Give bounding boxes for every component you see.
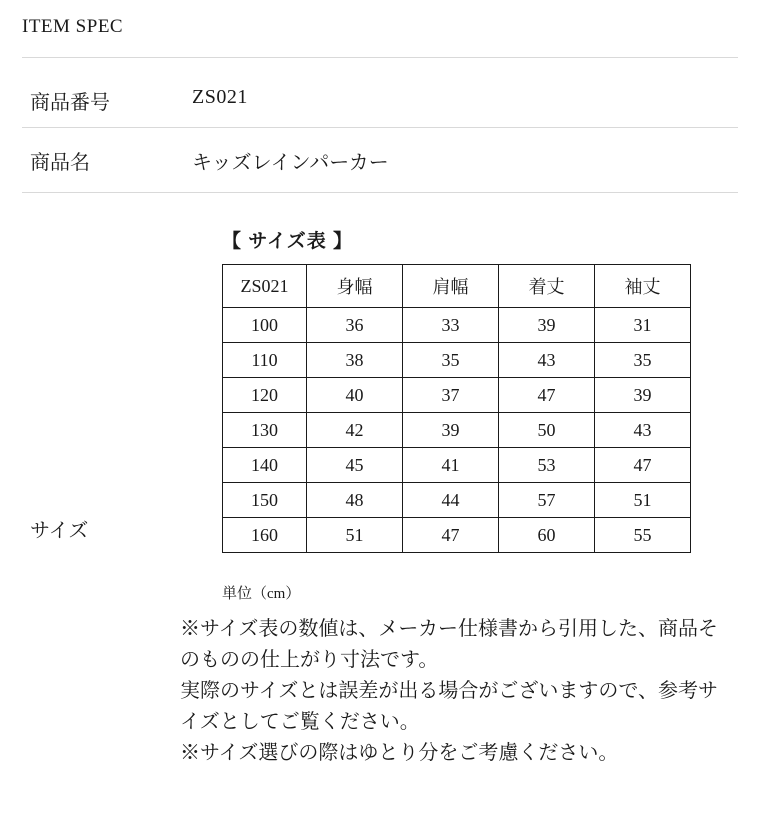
table-cell: 39 — [403, 413, 499, 448]
table-cell: 51 — [307, 518, 403, 553]
table-cell: 160 — [223, 518, 307, 553]
table-row — [223, 448, 691, 483]
table-cell: 140 — [223, 448, 307, 483]
table-cell: 45 — [307, 448, 403, 483]
divider-top — [22, 57, 738, 58]
table-cell: 38 — [307, 343, 403, 378]
table-header-cell: ZS021 — [223, 265, 307, 308]
product-name-label: 商品名 — [30, 152, 90, 174]
table-cell: 40 — [307, 378, 403, 413]
table-cell: 150 — [223, 483, 307, 518]
unit-note: 単位（cm） — [222, 586, 301, 602]
size-note-line: 実際のサイズとは誤差が出る場合がございますので、参考サイズとしてご覧ください。 — [180, 680, 718, 733]
size-note-line: ※サイズ表の数値は、メーカー仕様書から引用した、商品そのものの仕上がり寸法です。 — [180, 618, 718, 671]
divider-bottom — [22, 192, 738, 193]
page-title: ITEM SPEC — [22, 16, 124, 37]
product-code-value: ZS021 — [192, 86, 248, 108]
table-header-cell: 着丈 — [499, 265, 595, 308]
table-cell: 57 — [499, 483, 595, 518]
product-code-label: 商品番号 — [30, 92, 110, 114]
table-header-cell: 肩幅 — [403, 265, 499, 308]
table-cell: 120 — [223, 378, 307, 413]
table-cell: 39 — [595, 378, 691, 413]
table-header-cell: 身幅 — [307, 265, 403, 308]
table-row — [223, 413, 691, 448]
size-note-line: ※サイズ選びの際はゆとり分をご考慮ください。 — [180, 742, 619, 764]
table-cell: 36 — [307, 308, 403, 343]
table-cell: 47 — [499, 378, 595, 413]
table-cell: 31 — [595, 308, 691, 343]
table-cell: 39 — [499, 308, 595, 343]
table-cell: 60 — [499, 518, 595, 553]
table-cell: 55 — [595, 518, 691, 553]
table-cell: 48 — [307, 483, 403, 518]
table-cell: 43 — [499, 343, 595, 378]
table-cell: 47 — [595, 448, 691, 483]
table-cell: 33 — [403, 308, 499, 343]
size-table — [222, 264, 691, 553]
table-cell: 42 — [307, 413, 403, 448]
table-header-cell: 袖丈 — [595, 265, 691, 308]
table-header-row — [223, 265, 691, 308]
table-cell: 35 — [595, 343, 691, 378]
table-row — [223, 308, 691, 343]
table-cell: 35 — [403, 343, 499, 378]
table-row — [223, 343, 691, 378]
table-row — [223, 518, 691, 553]
table-cell: 51 — [595, 483, 691, 518]
table-cell: 50 — [499, 413, 595, 448]
table-cell: 110 — [223, 343, 307, 378]
table-row — [223, 378, 691, 413]
table-row — [223, 483, 691, 518]
divider-middle — [22, 127, 738, 128]
table-cell: 47 — [403, 518, 499, 553]
table-cell: 53 — [499, 448, 595, 483]
table-cell: 43 — [595, 413, 691, 448]
size-notes — [180, 614, 720, 769]
table-cell: 130 — [223, 413, 307, 448]
table-cell: 41 — [403, 448, 499, 483]
size-section-label: サイズ — [30, 520, 89, 542]
size-chart-heading: 【 サイズ表 】 — [222, 231, 354, 252]
table-cell: 100 — [223, 308, 307, 343]
table-cell: 37 — [403, 378, 499, 413]
table-cell: 44 — [403, 483, 499, 518]
product-name-value: キッズレインパーカー — [192, 152, 389, 174]
